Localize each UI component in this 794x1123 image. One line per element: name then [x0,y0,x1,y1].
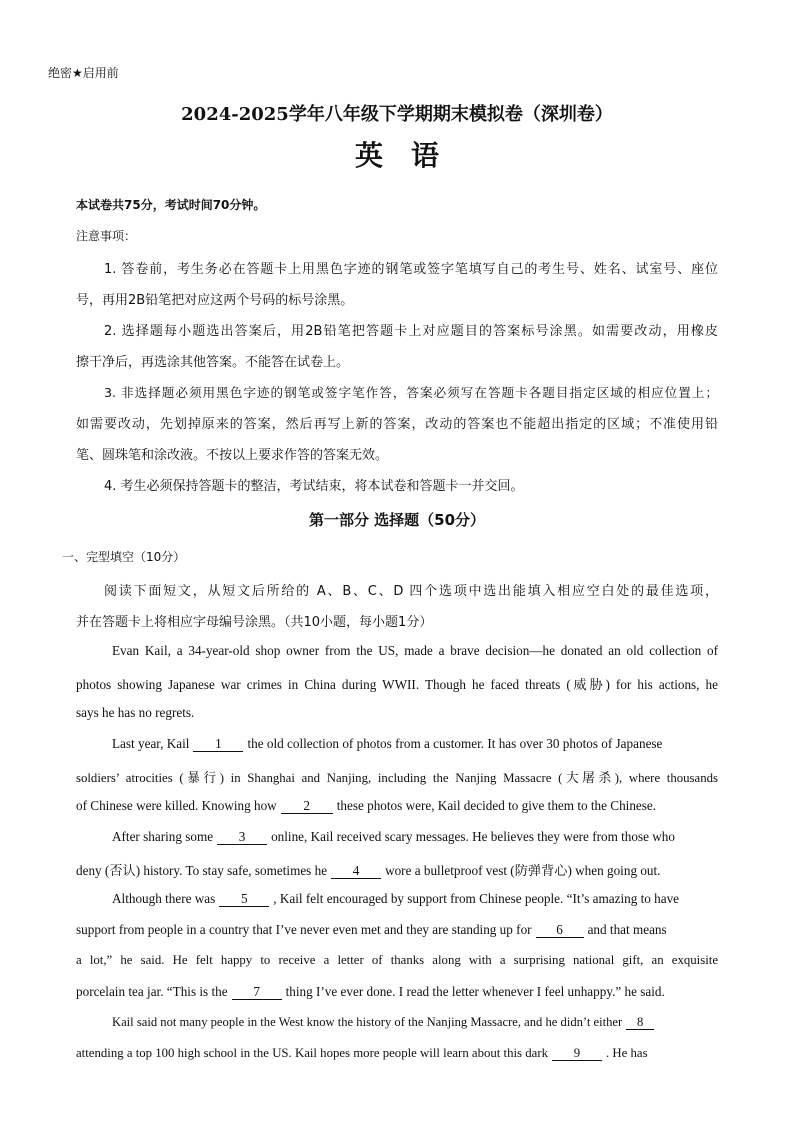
text: porcelain tea jar. “This is the [76,984,228,999]
text: wore a bulletproof vest (防弹背心) when going out. [385,863,661,878]
instruction-line-2: 并在答题卡上将相应字母编号涂黑。（共10小题，每小题1分） [76,615,433,630]
notice-3-line-2: 如需要改动，先划掉原来的答案，然后再写上新的答案，改动的答案也不能超出指定的区域；不准使用铅 [76,417,718,432]
blank-7: 7 [232,985,282,1000]
text: . He has [605,1046,648,1060]
text: attending a top 100 high school in the US. Kail hopes more people will learn about this dark [76,1046,548,1060]
notice-2-line-2: 擦干净后，再选涂其他答案。不能答在试卷上。 [76,355,350,370]
blank-3: 3 [217,830,267,845]
text: Kail said not many people in the West know the history of the Nanjing Massacre, and he didn’t either [112,1015,623,1029]
blank-6: 6 [536,923,584,938]
notice-4: 4. 考生必须保持答题卡的整洁，考试结束，将本试卷和答题卡一并交回。 [104,479,524,494]
confidential-label: 绝密★启用前 [48,66,119,80]
text: thing I’ve ever done. I read the letter whenever I feel unhappy.” he said. [285,984,665,999]
instruction-line-1: 阅读下面短文，从短文后所给的 A、B、C、D 四个选项中选出能填入相应空白处的最佳选项， [104,584,718,599]
notice-1-line-1: 1. 答卷前，考生务必在答题卡上用黑色字迹的钢笔或签字笔填写自己的考生号、姓名、试室号、座位 [104,262,718,277]
passage-p1-line-3: says he has no regrets. [76,705,195,720]
blank-2: 2 [281,799,333,814]
text: the old collection of photos from a customer. It has over 30 photos of Japanese [247,736,663,751]
passage-p4-line-1 [112,891,718,907]
passage-p2-line-3 [76,798,718,814]
subject-title: 英语 [354,139,467,172]
passage-p1-line-1: Evan Kail, a 34-year-old shop owner from the US, made a brave decision—he donated an old collection of [112,643,718,658]
passage-p3-line-1 [112,829,718,845]
blank-5: 5 [219,892,269,907]
text: deny (否认) history. To stay safe, sometimes he [76,863,328,878]
blank-1: 1 [193,737,243,752]
blank-9: 9 [552,1046,602,1061]
passage-p2-line-2: soldiers’ atrocities (暴行) in Shanghai and Nanjing, including the Nanjing Massacre (大屠杀), where thousands [76,771,718,785]
notice-1-line-2: 号，再用2B铅笔把对应这两个号码的标号涂黑。 [76,293,354,308]
text: of Chinese were killed. Knowing how [76,798,277,813]
exam-title: 2024-2025学年八年级下学期期末模拟卷（深圳卷） [181,104,613,125]
text: After sharing some [112,829,214,844]
text: , Kail felt encouraged by support from Chinese people. “It’s amazing to have [273,891,680,906]
notice-3-line-3: 笔、圆珠笔和涂改液。不按以上要求作答的答案无效。 [76,448,389,463]
text: and that means [587,922,667,937]
passage-p4-line-3: a lot,” he said. He felt happy to receive a letter of thanks along with a surprising national gift, an exquisite [76,953,718,967]
passage-p2-line-1 [112,736,718,752]
notice-title: 注意事项： [76,229,137,243]
blank-8: 8 [626,1015,654,1030]
passage-p3-line-2 [76,860,718,879]
passage-p4-line-4 [76,984,718,1000]
passage-p1-line-2: photos showing Japanese war crimes in China during WWII. Though he faced threats (威胁) for his actions, he [76,677,718,692]
notice-3-line-1: 3. 非选择题必须用黑色字迹的钢笔或签字笔作答，答案必须写在答题卡各题目指定区域的相应位置上； [104,385,718,400]
passage-p4-line-2 [76,922,718,938]
text: these photos were, Kail decided to give them to the Chinese. [336,798,657,813]
text: Last year, Kail [112,736,190,751]
notice-2-line-1: 2. 选择题每小题选出答案后，用2B铅笔把答题卡上对应题目的答案标号涂黑。如需要改动，用橡皮 [104,324,718,339]
passage-p5-line-2 [76,1046,718,1061]
part-1-heading: 第一部分 选择题（50分） [308,511,486,529]
passage-p5-line-1 [112,1015,718,1030]
exam-info: 本试卷共75分，考试时间70分钟。 [76,198,266,212]
blank-4: 4 [331,864,381,879]
cloze-section-title: 一、完型填空（10分） [62,550,186,564]
text: Although there was [112,891,216,906]
text: support from people in a country that I’ve never even met and they are standing up for [76,922,532,937]
text: online, Kail received scary messages. He believes they were from those who [271,829,675,844]
